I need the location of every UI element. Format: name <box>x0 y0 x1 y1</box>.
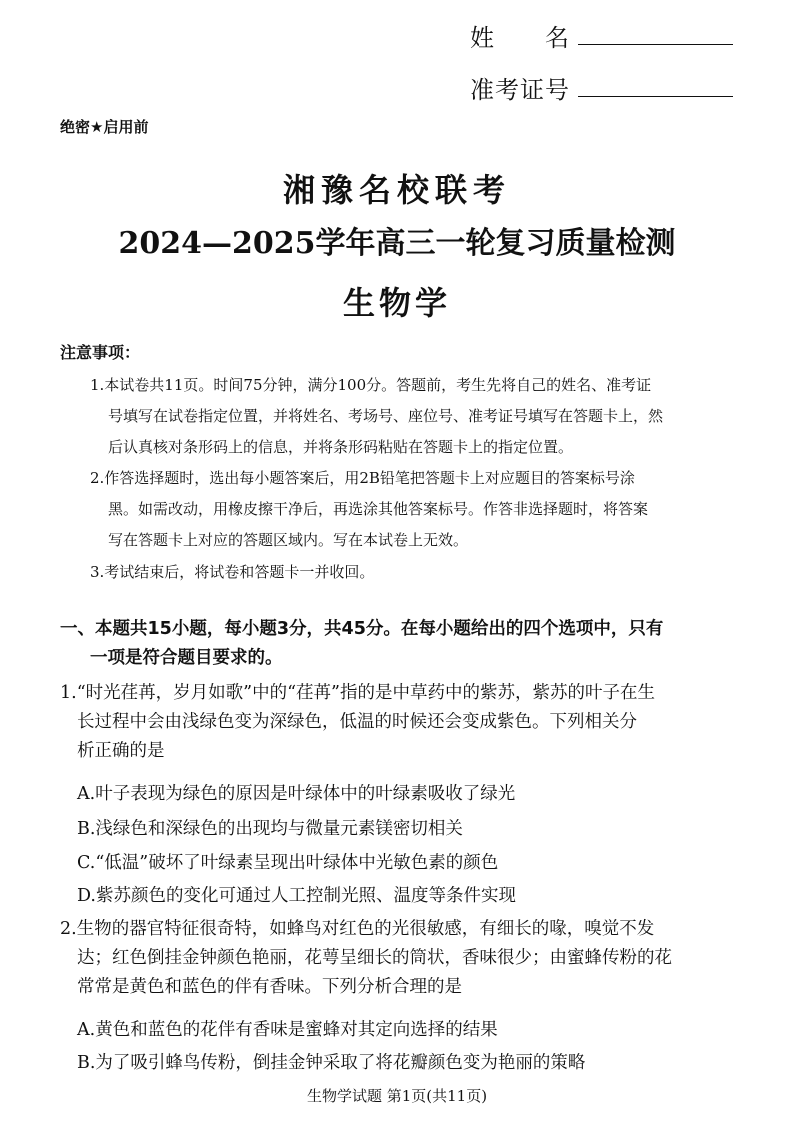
q2-line-3: 常常是黄色和蓝色的伴有香味。下列分析合理的是 <box>77 977 462 997</box>
exam-id-blank[interactable] <box>578 96 733 97</box>
note-item-1 <box>90 370 740 463</box>
note-1-line-1: 1.本试卷共11页。时间75分钟，满分100分。答题前，考生先将自己的姓名、准考证 <box>90 376 652 394</box>
note-1-line-3: 后认真核对条形码上的信息，并将条形码粘贴在答题卡上的指定位置。 <box>108 438 574 456</box>
q2-line-2: 达；红色倒挂金钟颜色艳丽，花萼呈细长的筒状，香味很少；由蜜蜂传粉的花 <box>77 948 672 968</box>
q1-option-a: A.叶子表现为绿色的原因是叶绿体中的叶绿素吸收了绿光 <box>77 784 516 804</box>
section-line-2: 一项是符合题目要求的。 <box>90 648 283 668</box>
q1-option-c: C.“低温”破坏了叶绿素呈现出叶绿体中光敏色素的颜色 <box>77 853 499 873</box>
page-footer: 生物学试题 第1页(共11页) <box>306 1087 488 1105</box>
subject-title: 生物学 <box>342 284 451 322</box>
note-1-line-2: 号填写在试卷指定位置，并将姓名、考场号、座位号、准考证号填写在答题卡上，然 <box>108 407 664 425</box>
section-line-1: 一、本题共15小题，每小题3分，共45分。在每小题给出的四个选项中，只有 <box>60 619 664 639</box>
q1-line-1: 1.“时光荏苒，岁月如歌”中的“荏苒”指的是中草药中的紫苏，紫苏的叶子在生 <box>60 683 655 703</box>
note-2-line-1: 2.作答选择题时，选出每小题答案后，用2B铅笔把答题卡上对应题目的答案标号涂 <box>90 469 635 487</box>
note-item-3 <box>90 557 740 588</box>
exam-union-title: 湘豫名校联考 <box>282 171 511 209</box>
note-2-line-3: 写在答题卡上对应的答题区域内。写在本试卷上无效。 <box>108 531 469 549</box>
section-heading <box>60 615 740 673</box>
q2-option-b: B.为了吸引蜂鸟传粉，倒挂金钟采取了将花瓣颜色变为艳丽的策略 <box>77 1053 586 1073</box>
name-label: 姓 名 <box>470 24 570 52</box>
q1-line-3: 析正确的是 <box>77 741 165 761</box>
exam-id-label: 准考证号 <box>470 76 570 104</box>
question-1-stem <box>60 679 740 766</box>
secret-mark: 绝密★启用前 <box>60 118 149 136</box>
note-item-2 <box>90 463 740 556</box>
exam-name-title: 2024—2025学年高三一轮复习质量检测 <box>118 226 676 261</box>
name-blank[interactable] <box>578 44 733 45</box>
q2-option-a: A.黄色和蓝色的花伴有香味是蜜蜂对其定向选择的结果 <box>77 1020 498 1040</box>
notes-title: 注意事项： <box>60 343 141 362</box>
note-3-line-1: 3.考试结束后，将试卷和答题卡一并收回。 <box>90 563 375 581</box>
q1-option-d: D.紫苏颜色的变化可通过人工控制光照、温度等条件实现 <box>77 886 516 906</box>
note-2-line-2: 黑。如需改动，用橡皮擦干净后，再选涂其他答案标号。作答非选择题时，将答案 <box>108 500 649 518</box>
q2-line-1: 2.生物的器官特征很奇特，如蜂鸟对红色的光很敏感，有细长的喙，嗅觉不发 <box>60 919 655 939</box>
q1-option-b: B.浅绿色和深绿色的出现均与微量元素镁密切相关 <box>77 819 463 839</box>
question-2-stem <box>60 915 740 1002</box>
q1-line-2: 长过程中会由浅绿色变为深绿色，低温的时候还会变成紫色。下列相关分 <box>77 712 637 732</box>
